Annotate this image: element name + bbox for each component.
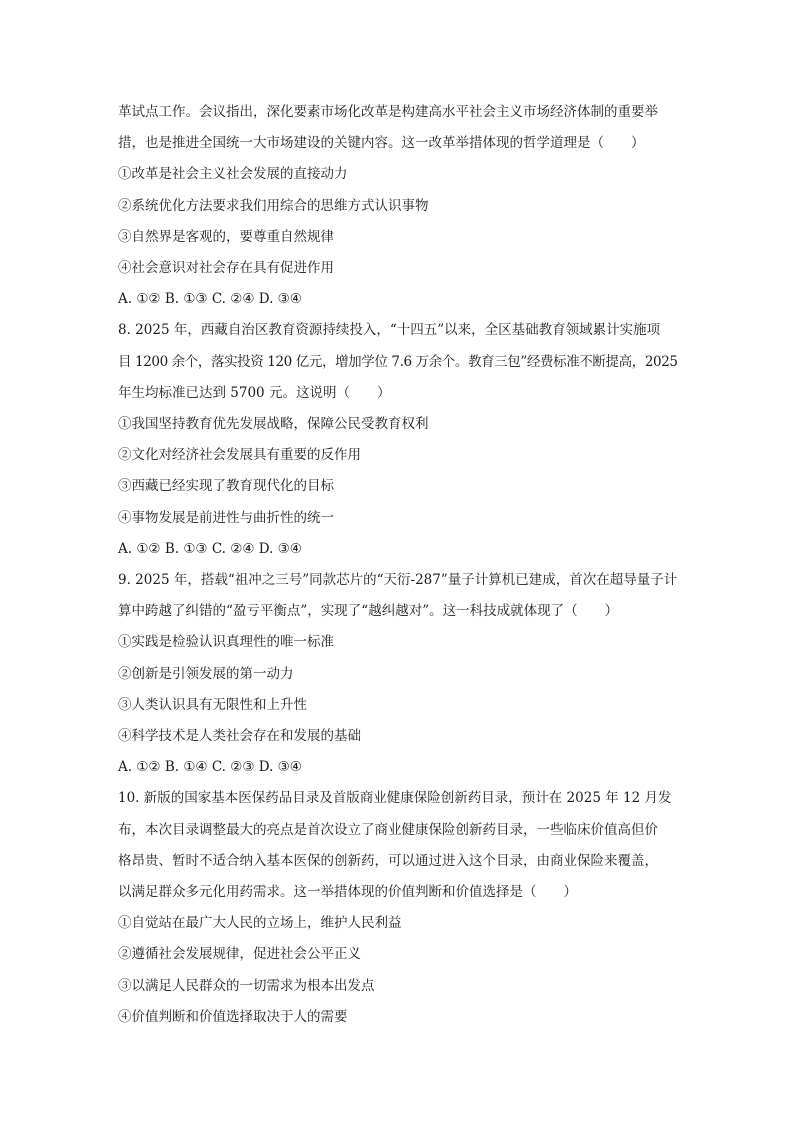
q8-stem-line-3: 年生均标准已达到 5700 元。这说明（ ） [118,384,391,401]
q7-answer-choices: A. ①② B. ①③ C. ②④ D. ③④ [118,291,302,308]
q9-option-2: ②创新是引领发展的第一动力 [118,665,294,682]
q7-stem-line-2: 措，也是推进全国统一大市场建设的关键内容。这一改革举措体现的哲学道理是（ ） [118,135,645,152]
q7-option-2: ②系统优化方法要求我们用综合的思维方式认识事物 [118,197,429,214]
q8-option-3: ③西藏已经实现了教育现代化的目标 [118,478,334,495]
q7-option-4: ④社会意识对社会存在具有促进作用 [118,260,334,277]
q9-answer-choices: A. ①② B. ①④ C. ②③ D. ③④ [118,759,302,776]
q10-stem-line-1: 10. 新版的国家基本医保药品目录及首版商业健康保险创新药目录，预计在 2025 年 12 月发 [118,790,672,807]
q8-option-1: ①我国坚持教育优先发展战略，保障公民受教育权利 [118,416,429,433]
q9-option-4: ④科学技术是人类社会存在和发展的基础 [118,728,361,745]
q7-option-3: ③自然界是客观的，要尊重自然规律 [118,228,334,245]
q9-option-1: ①实践是检验认识真理性的唯一标准 [118,634,334,651]
q8-answer-choices: A. ①② B. ①③ C. ②④ D. ③④ [118,540,302,557]
q10-option-3: ③以满足人民群众的一切需求为根本出发点 [118,977,375,994]
document-body [118,97,678,1033]
q9-stem-line-1: 9. 2025 年，搭载“祖冲之三号”同款芯片的“天衍-287”量子计算机已建成，首次在超导量子计 [118,572,678,589]
q10-option-1: ①自觉站在最广大人民的立场上，维护人民利益 [118,915,402,932]
q8-stem-line-2: 目 1200 余个，落实投资 120 亿元，增加学位 7.6 万余个。教育三包”经费标准不断提高，2025 [118,353,678,370]
q9-stem-line-2: 算中跨越了纠错的“盈亏平衡点”，实现了“越纠越对”。这一科技成就体现了（ ） [118,603,619,620]
q10-stem-line-3: 格昂贵、暂时不适合纳入基本医保的创新药，可以通过进入这个目录，由商业保险来覆盖， [118,852,658,869]
q8-stem-line-1: 8. 2025 年，西藏自治区教育资源持续投入，“十四五”以来，全区基础教育领域累计实施项 [118,322,661,339]
q10-option-4: ④价值判断和价值选择取决于人的需要 [118,1008,348,1025]
q10-option-2: ②遵循社会发展规律，促进社会公平正义 [118,946,361,963]
q10-stem-line-2: 布，本次目录调整最大的亮点是首次设立了商业健康保险创新药目录，一些临床价值高但价 [118,821,658,838]
q7-stem-line-1: 革试点工作。会议指出，深化要素市场化改革是构建高水平社会主义市场经济体制的重要举 [118,104,658,120]
q8-option-4: ④事物发展是前进性与曲折性的统一 [118,509,334,526]
q8-option-2: ②文化对经济社会发展具有重要的反作用 [118,447,361,464]
q10-stem-line-4: 以满足群众多元化用药需求。这一举措体现的价值判断和价值选择是（ ） [118,884,577,901]
q9-option-3: ③人类认识具有无限性和上升性 [118,696,307,713]
q7-option-1: ①改革是社会主义社会发展的直接动力 [118,166,348,183]
